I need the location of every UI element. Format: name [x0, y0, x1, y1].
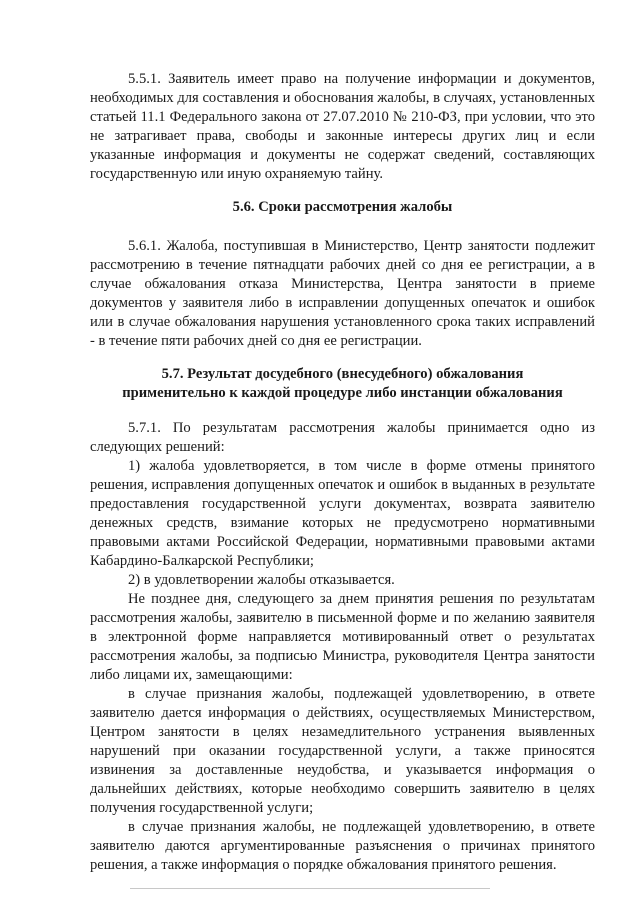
heading-5-7 [90, 365, 595, 403]
paragraph-5-5-1: 5.5.1. Заявитель имеет право на получение информации и документов, необходимых для составления и обоснования жалобы, в случаях, установленных статьей 11.1 Федерального закона от 27.07.2010 № 210-ФЗ, при условии, что это не затрагивает права, свободы и законные интересы других лиц и если указанные информация и документы не содержат сведений, составляющих государственную или иную охраняемую тайну. [90, 71, 595, 182]
paragraph-not-satisfied: в случае признания жалобы, не подлежащей удовлетворению, в ответе заявителю даются аргументированные разъяснения о причинах принятого решения, а также информация о порядке обжалования принятого решения. [90, 819, 595, 873]
heading-5-6: 5.6. Сроки рассмотрения жалобы [232, 199, 453, 215]
paragraph-5-7-1: 5.7.1. По результатам рассмотрения жалобы принимается одно из следующих решений: [90, 420, 595, 455]
paragraph-5-6-1: 5.6.1. Жалоба, поступившая в Министерство, Центр занятости подлежит рассмотрению в течение пятнадцати рабочих дней со дня ее регистрации, а в случае обжалования отказа Министерства, Центра занятости в приеме документов у заявителя либо в исправлении допущенных опечаток и ошибок или в случае обжалования нарушения установленного срока таких исправлений - в течение пяти рабочих дней со дня ее регистрации. [90, 238, 595, 349]
document-page [90, 70, 595, 875]
paragraph-deadline: Не позднее дня, следующего за днем принятия решения по результатам рассмотрения жалобы, заявителю в письменной форме и по желанию заявителя в электронной форме направляется мотивированный ответ о результатах рассмотрения жалобы, за подписью Министра, руководителя Центра занятости либо лицами их, замещающими: [90, 591, 595, 683]
heading-5-7-line2: применительно к каждой процедуре либо инстанции обжалования [122, 385, 563, 401]
heading-5-7-line1: 5.7. Результат досудебного (внесудебного) обжалования [161, 366, 524, 382]
list-item-1: 1) жалоба удовлетворяется, в том числе в форме отмены принятого решения, исправления допущенных опечаток и ошибок в выданных в результате предоставления государственной услуги документах, возврата заявителю денежных средств, взимание которых не предусмотрено нормативными правовыми актами Российской Федерации, нормативными правовыми актами Кабардино-Балкарской Республики; [90, 458, 595, 569]
paragraph-satisfied: в случае признания жалобы, подлежащей удовлетворению, в ответе заявителю дается информация о действиях, осуществляемых Министерством, Центром занятости в целях незамедлительного устранения выявленных нарушений при оказании государственной услуги, а также приносятся извинения за доставленные неудобства, и указывается информация о дальнейших действиях, которые необходимо совершить заявителю в целях получения государственной услуги; [90, 686, 595, 816]
footer-divider [130, 888, 490, 889]
list-item-2: 2) в удовлетворении жалобы отказывается. [128, 572, 395, 588]
